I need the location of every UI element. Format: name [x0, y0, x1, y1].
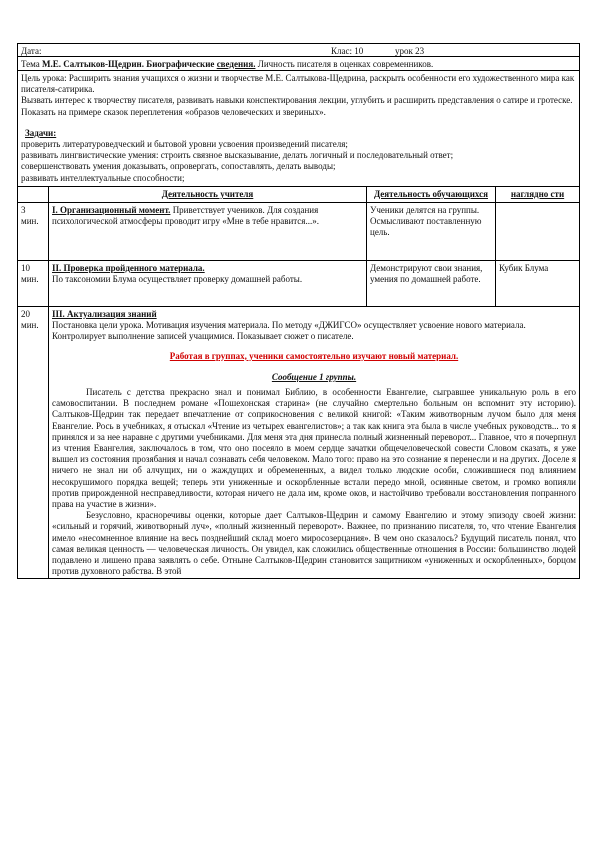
topic-bold: М.Е. Салтыков-Щедрин. Биографические [42, 59, 215, 69]
group-work-instruction: Работая в группах, ученики самостоятельно изучают новый материал. [169, 350, 459, 361]
student-activity-header: Деятельность обучающихся [367, 187, 496, 202]
time-header-cell [18, 187, 49, 202]
goals-section [18, 71, 579, 187]
message-paragraph: Писатель с детства прекрасно знал и понимал Библию, в особенности Евангелие, сыгравшее уникальную роль в его самовоспитании. В последнем романе «Пошехонская старина» (не случайно смертельно больным он вспомнит эту историю). Салтыков-Щедрин так передает впечатление от соприкосновения с великой книгой: «Таким животворным лучом было для меня Евангелие. Рось в учебниках, я отыскал «Чтение из четырех евангелистов»; а так как книга эта была в числе учебных руководств... то я принялся и за нее наравне с другими учебниками. Для меня эта дня принесла полный жизненный переворот... Главное, что я почерпнул из чтения Евангелия, заключалось в том, что оно посеяло в моем сердце зачатки общечеловеческой совести Словом сказать, я уже вышел из состояния прозябания и начал сознавать себя человеком. Мало того: право на это сознание я перенесли и на других. Доселе я ничего не знал ни об алчущих, ни о жаждущих и обремененных, а видел только людские особи, сложившиеся под влиянием несокрушимого порядка вещей; теперь эти униженные и оскорбленные встали передо мной, осиянные светом, и громко вопияли против прирожденной несправедливости, которая ничего не дала им, кроме оков, и настойчиво требовали восстановления попранного права на участие в жизни». [52, 387, 576, 510]
notes-cell: Кубик Блума [499, 263, 549, 274]
teacher-text: По таксономии Блума осуществляет проверку домашней работы. [52, 274, 303, 285]
students-cell: Ученики делятся на группы. Осмысливают поставленную цель. [367, 203, 496, 260]
topic-row [18, 57, 579, 71]
lesson-stage-content [49, 307, 579, 577]
class-label: Клас: 10 [331, 46, 364, 56]
date-label: Дата: [21, 46, 42, 56]
teacher-activity-header: Деятельность учителя [49, 187, 367, 202]
stage-title: I. Организационный момент. [52, 205, 171, 216]
lesson-number: урок 23 [395, 46, 425, 56]
stage-intro: Постановка цели урока. Мотивация изучения материала. По методу «ДЖИГСО» осуществляет усвоение нового материала. Контролирует выполнение записей учащимися. Показывает сюжет о писателе. [52, 320, 526, 342]
task-line: проверить литературоведческий и бытовой уровни усвоения произведений писателя; [21, 139, 348, 150]
table-row [18, 261, 579, 307]
time-cell: 3 мин. [18, 203, 49, 260]
time-cell: 10 мин. [18, 261, 49, 306]
tasks-title: Задачи: [25, 127, 57, 138]
time-cell: 20 мин. [18, 307, 49, 577]
stage-title: II. Проверка пройденного материала. [52, 263, 205, 274]
goal-line: Вызвать интерес к творчеству писателя, развивать навыки конспектирования лекции, углубить и расширить представления о сатире и гротеске. [21, 95, 573, 106]
table-row [18, 307, 579, 577]
visual-aids-header: наглядно сти [510, 188, 565, 199]
topic-rest: Личность писателя в оценках современников. [255, 59, 434, 69]
message-paragraph: Безусловно, красноречивы оценки, которые дает Салтыков-Щедрин и самому Евангелию и этому эпизоду своей жизни: «сильный и горячий, животворный луч», «полный жизненный переворот». Важнее, по признанию писателя, то, что чтение Евангелия имело «несомненное влияние на весь позднейший склад моего миросозерцания». В чем оно сказалось? Будущий писатель понял, что самая великая ценность — человеческая личность. Он увидел, как сложились общественные отношения в России: большинство людей подавлено и лишено права заявлять о себе. Отныне Салтыков-Щедрин становится защитником «униженных и оскорбленных», борцом против духовного рабства. В этой [52, 510, 576, 577]
topic-prefix: Тема [21, 59, 43, 69]
teacher-cell [49, 203, 367, 260]
header-row [18, 44, 579, 57]
topic-underlined: сведения. [216, 59, 256, 69]
goal-line: Цель урока: Расширить знания учащихся о жизни и творчестве М.Е. Салтыкова-Щедрина, раскрыть особенности его художественного мира как писателя-сатирика. [21, 73, 575, 95]
students-cell: Демонстрируют свои знания, умения по домашней работе. [367, 261, 496, 306]
notes-cell [496, 203, 579, 260]
lesson-plan-document [17, 43, 580, 579]
task-line: развивать интеллектуальные способности; [21, 172, 185, 183]
teacher-text: Приветствует учеников. Для создания психологической атмосферы проводит игру «Мне в тебе нравится...». [52, 205, 319, 227]
group-message-title: Сообщение 1 группы. [271, 371, 357, 382]
goal-line: Показать на примере сказок переплетения «образов человеческих и звериных». [21, 106, 326, 117]
task-line: совершенствовать умения доказывать, опровергать, сопоставлять, делать выводы; [21, 161, 336, 172]
task-line: развивать лингвистические умения: строить связное высказывание, делать логичный и последовательный ответ; [21, 150, 454, 161]
teacher-cell [49, 261, 367, 306]
table-header-row [18, 187, 579, 203]
table-row [18, 203, 579, 261]
stage-title: III. Актуализация знаний [52, 309, 157, 320]
